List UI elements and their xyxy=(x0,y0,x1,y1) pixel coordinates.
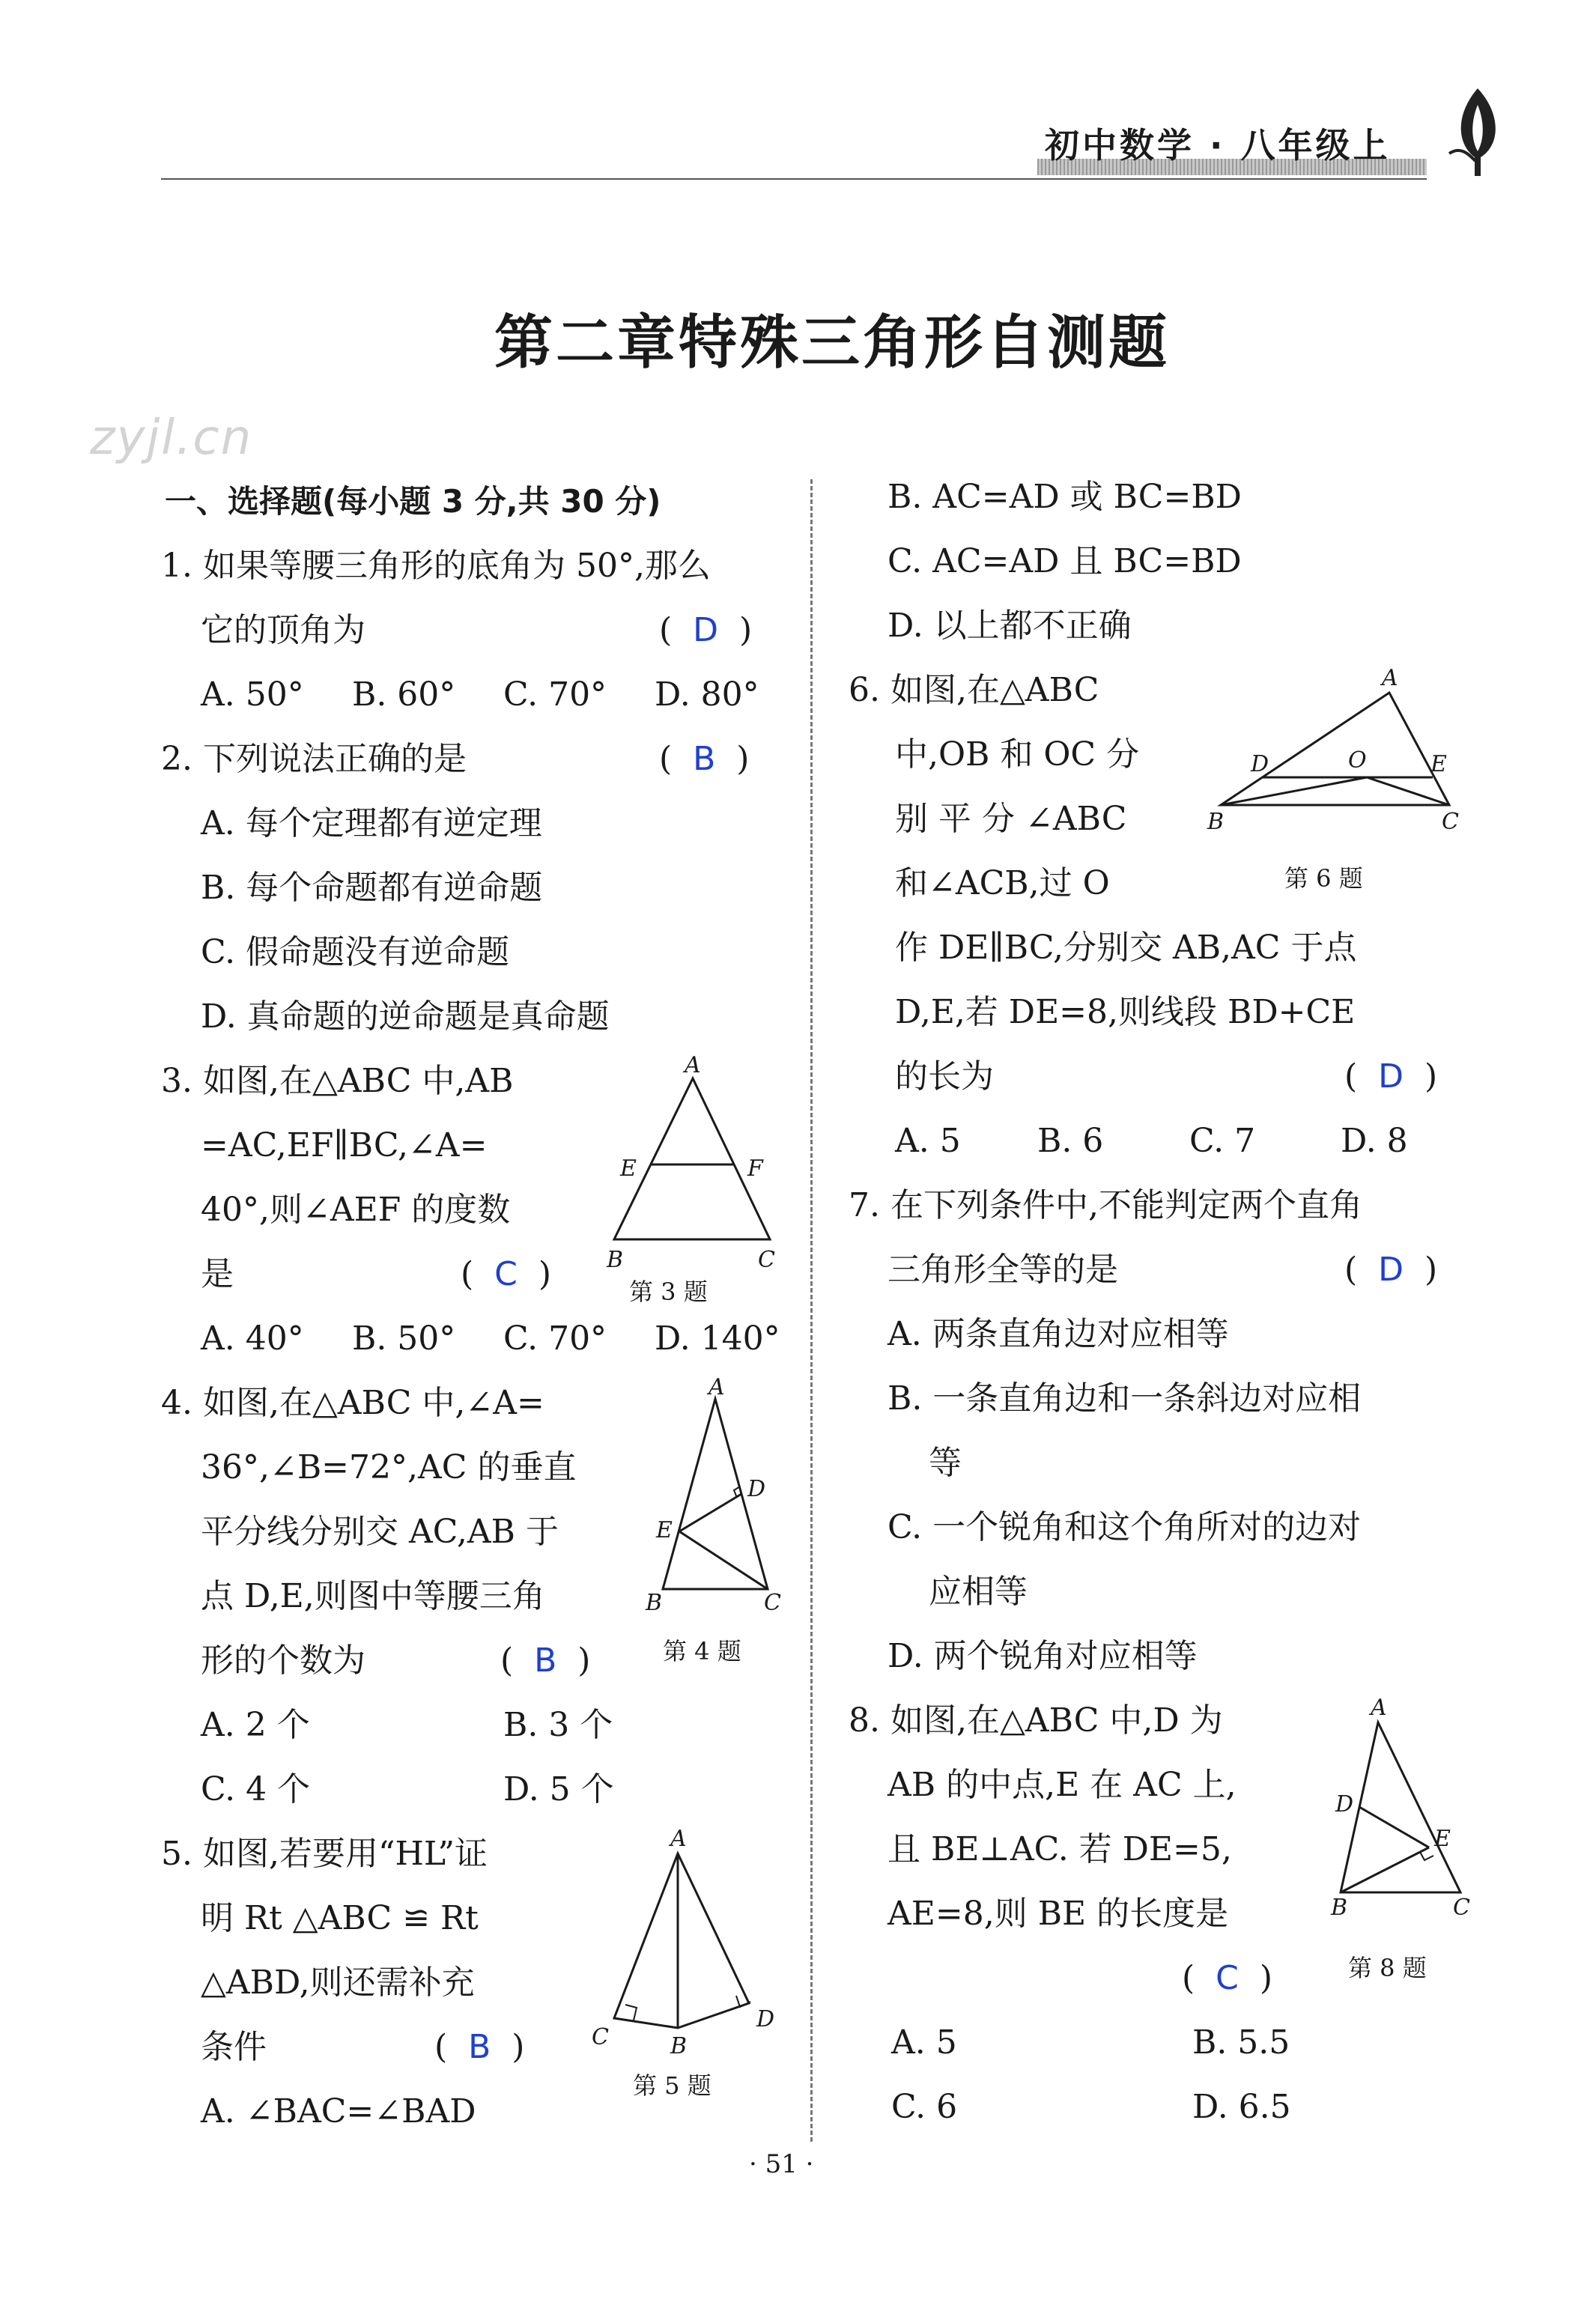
q5-option-a: A. ∠BAC=∠BAD xyxy=(201,2092,476,2131)
q3-answer-value: C xyxy=(494,1255,518,1293)
q8-answer: ( C ) xyxy=(1182,1959,1273,1997)
q1-option-c: C. 70° xyxy=(503,675,607,714)
svg-text:A: A xyxy=(1371,1696,1387,1721)
q7-option-a: A. 两条直角边对应相等 xyxy=(887,1315,1229,1353)
q8-option-c: C. 6 xyxy=(891,2088,958,2126)
section-title: 一、选择题(每小题 3 分,共 30 分) xyxy=(165,483,661,520)
svg-text:E: E xyxy=(1434,1826,1451,1852)
q2-option-d: D. 真命题的逆命题是真命题 xyxy=(201,997,610,1036)
q4-option-d: D. 5 个 xyxy=(503,1770,614,1808)
q2-option-a: A. 每个定理都有逆定理 xyxy=(201,804,542,842)
q4-line3: 平分线分别交 AC,AB 于 xyxy=(201,1513,559,1551)
q6-line1: 6. 如图,在△ABC xyxy=(849,671,1099,709)
q7-line1: 7. 在下列条件中,不能判定两个直角 xyxy=(849,1186,1362,1224)
svg-text:B: B xyxy=(1331,1895,1348,1921)
svg-text:B: B xyxy=(646,1590,663,1616)
q2-line1: 2. 下列说法正确的是 xyxy=(161,740,467,778)
q2-option-c: C. 假命题没有逆命题 xyxy=(201,933,510,971)
figure-q8 xyxy=(1322,1696,1487,1928)
q3-line1: 3. 如图,在△ABC 中,AB xyxy=(161,1062,514,1100)
q7-option-c-cont: 应相等 xyxy=(929,1573,1028,1611)
q1-answer: ( D ) xyxy=(659,611,753,649)
q4-option-a: A. 2 个 xyxy=(201,1706,310,1744)
svg-text:E: E xyxy=(620,1155,637,1182)
q7-option-b-cont: 等 xyxy=(929,1444,962,1482)
q5-option-c: C. AC=AD 且 BC=BD xyxy=(887,542,1242,580)
q6-line5: 作 DE∥BC,分别交 AB,AC 于点 xyxy=(895,929,1357,967)
q3-answer: ( C ) xyxy=(461,1255,552,1293)
q6-answer-value: D xyxy=(1378,1057,1404,1096)
q3-line3: 40°,则∠AEF 的度数 xyxy=(201,1191,511,1229)
q6-answer: ( D ) xyxy=(1344,1057,1438,1096)
svg-text:F: F xyxy=(747,1155,763,1182)
q6-option-b: B. 6 xyxy=(1037,1122,1104,1160)
q8-option-d: D. 6.5 xyxy=(1192,2088,1291,2126)
q2-answer-value: B xyxy=(693,740,716,778)
q1-line2: 它的顶角为 xyxy=(201,611,365,649)
q6-line3: 别 平 分 ∠ABC xyxy=(895,800,1127,838)
q2-option-b: B. 每个命题都有逆命题 xyxy=(201,869,543,907)
q3-line2: =AC,EF∥BC,∠A= xyxy=(201,1126,488,1164)
q6-option-d: D. 8 xyxy=(1341,1122,1408,1160)
q3-option-a: A. 40° xyxy=(201,1319,304,1358)
q5-line3: △ABD,则还需补充 xyxy=(201,1964,475,2002)
q6-line6: D,E,若 DE=8,则线段 BD+CE xyxy=(895,993,1356,1031)
svg-text:E: E xyxy=(656,1517,673,1543)
svg-text:C: C xyxy=(764,1590,781,1616)
q6-line4: 和∠ACB,过 O xyxy=(895,864,1110,902)
q5-line1: 5. 如图,若要用“HL”证 xyxy=(161,1835,488,1873)
q7-option-c: C. 一个锐角和这个角所对的边对 xyxy=(887,1508,1362,1546)
q1-line1: 1. 如果等腰三角形的底角为 50°,那么 xyxy=(161,547,711,585)
q7-option-b: B. 一条直角边和一条斜边对应相 xyxy=(887,1379,1362,1418)
q8-caption: 第 8 题 xyxy=(1348,1954,1427,1982)
q8-line3: 且 BE⊥AC. 若 DE=5, xyxy=(887,1830,1232,1868)
column-divider xyxy=(810,479,813,2142)
figure-q5 xyxy=(577,1827,786,2067)
q6-option-a: A. 5 xyxy=(895,1122,961,1160)
svg-text:C: C xyxy=(592,2024,609,2050)
q5-answer-value: B xyxy=(468,2028,491,2066)
q3-option-d: D. 140° xyxy=(655,1319,780,1358)
q5-option-b: B. AC=AD 或 BC=BD xyxy=(887,478,1242,516)
svg-text:A: A xyxy=(709,1378,725,1400)
q8-option-a: A. 5 xyxy=(891,2023,957,2062)
svg-text:O: O xyxy=(1348,747,1367,774)
q6-caption: 第 6 题 xyxy=(1284,864,1363,893)
q8-line2: AB 的中点,E 在 AC 上, xyxy=(887,1766,1237,1804)
q5-line2: 明 Rt △ABC ≌ Rt xyxy=(201,1899,479,1937)
q5-caption: 第 5 题 xyxy=(633,2071,711,2100)
q8-option-b: B. 5.5 xyxy=(1192,2023,1290,2062)
q4-line5: 形的个数为 xyxy=(201,1642,365,1680)
q2-answer: ( B ) xyxy=(659,740,750,778)
q6-line2: 中,OB 和 OC 分 xyxy=(895,735,1140,774)
q4-line2: 36°,∠B=72°,AC 的垂直 xyxy=(201,1448,577,1486)
svg-text:C: C xyxy=(1442,809,1459,835)
page-title: 第二章特殊三角形自测题 xyxy=(494,309,1171,377)
svg-text:A: A xyxy=(1382,665,1398,691)
svg-text:B: B xyxy=(670,2033,688,2059)
svg-text:C: C xyxy=(758,1247,775,1273)
q7-answer-value: D xyxy=(1378,1251,1404,1289)
q7-answer: ( D ) xyxy=(1344,1251,1438,1289)
svg-text:A: A xyxy=(670,1827,687,1852)
q3-option-b: B. 50° xyxy=(352,1319,456,1358)
q4-answer: ( B ) xyxy=(500,1642,591,1680)
q7-option-d: D. 两个锐角对应相等 xyxy=(887,1637,1198,1675)
q4-line1: 4. 如图,在△ABC 中,∠A= xyxy=(161,1384,544,1422)
q5-line4: 条件 xyxy=(201,2028,267,2066)
svg-text:B: B xyxy=(1207,809,1225,835)
svg-text:D: D xyxy=(747,1476,766,1502)
q3-option-c: C. 70° xyxy=(503,1319,607,1358)
q4-option-c: C. 4 个 xyxy=(201,1770,311,1808)
header-title: 初中数学 · 八年级上 xyxy=(1045,125,1391,165)
svg-text:A: A xyxy=(685,1056,701,1078)
q4-answer-value: B xyxy=(534,1642,557,1680)
q8-line1: 8. 如图,在△ABC 中,D 为 xyxy=(849,1701,1223,1740)
q6-line7: 的长为 xyxy=(895,1057,994,1096)
svg-text:B: B xyxy=(607,1247,624,1273)
svg-text:D: D xyxy=(756,2006,775,2032)
q4-option-b: B. 3 个 xyxy=(503,1706,613,1744)
figure-q3 xyxy=(599,1056,794,1273)
header-rule xyxy=(161,178,1427,180)
q8-line4: AE=8,则 BE 的长度是 xyxy=(887,1895,1229,1933)
q3-line4: 是 xyxy=(201,1255,234,1293)
figure-q4 xyxy=(644,1378,794,1618)
q5-option-d: D. 以上都不正确 xyxy=(887,607,1132,645)
svg-text:D: D xyxy=(1251,751,1269,777)
q1-answer-value: D xyxy=(693,611,719,649)
q3-caption: 第 3 题 xyxy=(629,1278,708,1306)
svg-text:C: C xyxy=(1453,1895,1470,1921)
q4-caption: 第 4 题 xyxy=(663,1637,741,1665)
q1-option-b: B. 60° xyxy=(352,675,456,714)
page-number: · 51 · xyxy=(749,2149,814,2179)
q5-answer: ( B ) xyxy=(434,2028,525,2066)
svg-text:E: E xyxy=(1430,751,1447,777)
watermark: zyjl.cn xyxy=(90,410,253,466)
q1-option-d: D. 80° xyxy=(655,675,759,714)
q6-option-c: C. 7 xyxy=(1189,1122,1256,1160)
tree-logo-icon xyxy=(1442,82,1513,180)
q8-answer-value: C xyxy=(1216,1959,1239,1997)
figure-q6 xyxy=(1198,663,1475,835)
q1-option-a: A. 50° xyxy=(201,675,304,714)
q4-line4: 点 D,E,则图中等腰三角 xyxy=(201,1577,545,1615)
svg-text:D: D xyxy=(1335,1791,1354,1817)
q7-line2: 三角形全等的是 xyxy=(887,1251,1118,1289)
